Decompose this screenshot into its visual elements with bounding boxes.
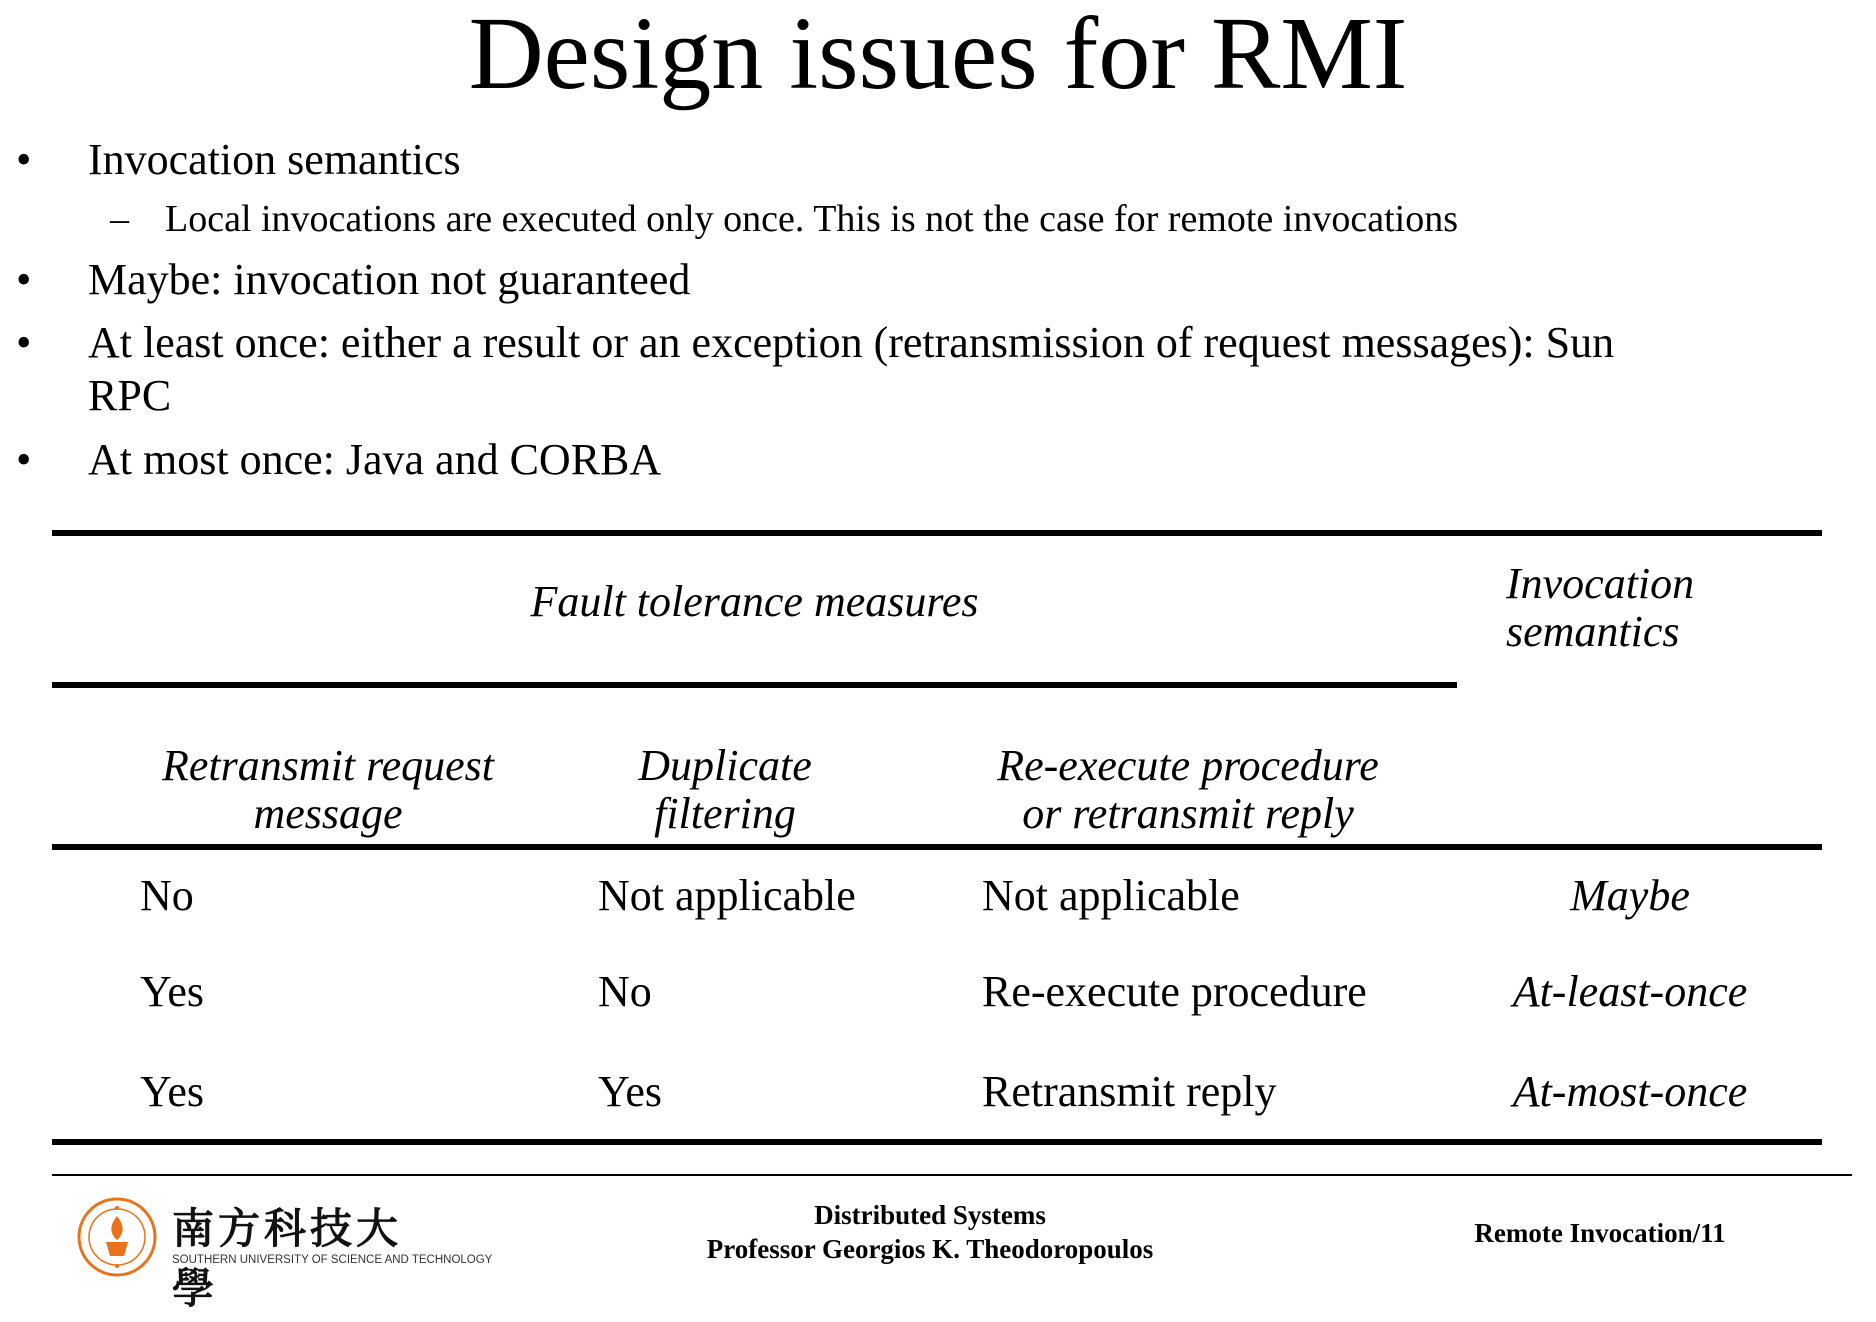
bullet-marker: • <box>16 435 32 484</box>
group-header-rule <box>52 682 1457 688</box>
table-cell: Re-execute procedure <box>982 967 1367 1016</box>
footer-center <box>600 1198 1260 1266</box>
bullet-text: Invocation semantics <box>88 135 461 184</box>
table-cell-semantics: At-most-once <box>1512 1067 1748 1116</box>
header-line: filtering <box>654 789 796 838</box>
header-line: Retransmit request <box>162 741 494 790</box>
bullet-marker: • <box>16 135 32 184</box>
slide-title: Design issues for RMI <box>468 0 1408 111</box>
header-line: or retransmit reply <box>1022 789 1354 838</box>
bullet-marker: • <box>16 318 32 367</box>
fault-tolerance-header: Fault tolerance measures <box>530 577 979 626</box>
table-top-rule <box>52 530 1822 536</box>
bullet-text-line2: RPC <box>88 371 172 420</box>
bullet-maybe <box>16 254 691 306</box>
footer-professor: Professor Georgios K. Theodoropoulos <box>706 1234 1154 1264</box>
bullet-text: Maybe: invocation not guaranteed <box>88 255 691 304</box>
bullet-text-line1: At least once: either a result or an exception (retransmission of request messages): Sun <box>88 318 1615 367</box>
header-line: semantics <box>1506 607 1680 656</box>
bullet-at-least-once-cont <box>88 370 171 422</box>
logo-chinese-name: 南方科技大學 <box>172 1204 403 1313</box>
table-cell: Yes <box>140 967 205 1016</box>
column-header-rule <box>52 844 1822 850</box>
sub-bullet-local-invocations <box>110 197 1458 241</box>
bullet-at-least-once <box>16 317 1615 369</box>
dash-marker: – <box>110 198 129 240</box>
table-cell: No <box>140 871 194 920</box>
logo-english-name: SOUTHERN UNIVERSITY OF SCIENCE AND TECHNOLOGY <box>172 1254 493 1266</box>
table-cell-semantics: Maybe <box>1570 871 1690 920</box>
bullet-invocation-semantics <box>16 134 461 186</box>
table-cell: Yes <box>140 1067 205 1116</box>
table-cell: Not applicable <box>598 871 856 920</box>
footer-rule <box>52 1174 1852 1176</box>
sub-bullet-text: Local invocations are executed only once. This is not the case for remote invocations <box>165 198 1458 240</box>
bullet-at-most-once <box>16 434 662 486</box>
table-cell: Retransmit reply <box>982 1067 1277 1116</box>
table-cell: Not applicable <box>982 871 1240 920</box>
table-cell-semantics: At-least-once <box>1512 967 1748 1016</box>
footer-course: Distributed Systems <box>814 1200 1046 1230</box>
col-header-action <box>958 742 1418 838</box>
university-seal-icon <box>76 1196 158 1278</box>
table-cell: Yes <box>598 1067 663 1116</box>
table-cell: No <box>598 967 652 1016</box>
bullet-text: At most once: Java and CORBA <box>88 435 662 484</box>
bullet-marker: • <box>16 255 32 304</box>
university-logo <box>76 1190 493 1313</box>
header-line: Invocation <box>1506 559 1695 608</box>
invocation-semantics-header <box>1506 560 1694 656</box>
col-header-filtering <box>595 742 855 838</box>
col-header-retransmit <box>128 742 528 838</box>
header-line: Duplicate <box>638 741 812 790</box>
footer-page-label: Remote Invocation/11 <box>1474 1218 1726 1248</box>
header-line: message <box>253 789 403 838</box>
header-line: Re-execute procedure <box>997 741 1379 790</box>
table-bottom-rule <box>52 1139 1822 1145</box>
